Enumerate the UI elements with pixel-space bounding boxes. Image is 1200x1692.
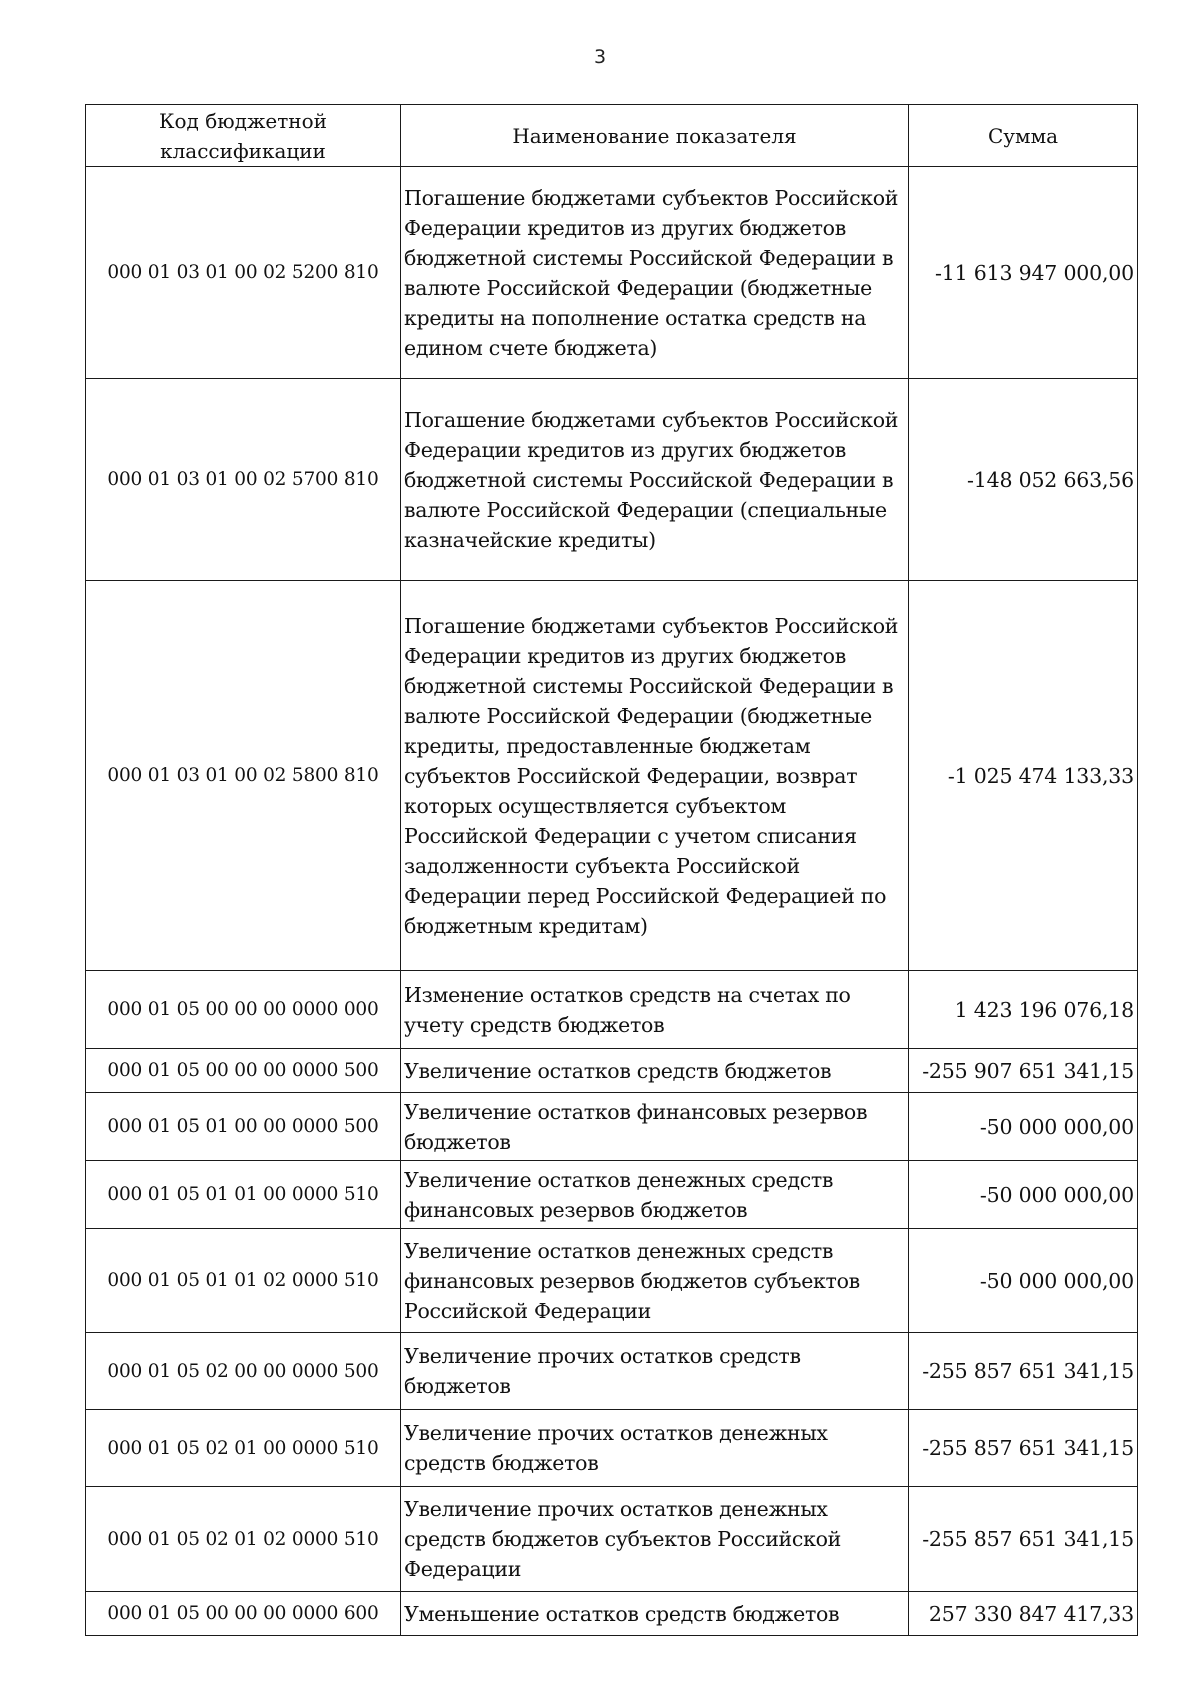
row-name: Погашение бюджетами субъектов Российской Федерации кредитов из других бюджетов бюджетной системы Российской Федерации в валюте Российской Федерации (бюджетные кредиты, предоставленные бюджетам субъектов Российской Федерации, возврат которых осуществляется субъектом Российской Федерации с учетом списания задолженности субъекта Российской Федерации перед Российской Федерацией по бюджетным кредитам) bbox=[401, 581, 909, 971]
row-name: Увеличение прочих остатков средств бюджетов bbox=[401, 1333, 909, 1410]
table-row bbox=[86, 1487, 1138, 1592]
header-code: Код бюджетной классификации bbox=[86, 105, 401, 167]
row-name: Увеличение остатков финансовых резервов бюджетов bbox=[401, 1093, 909, 1161]
row-name: Увеличение прочих остатков денежных средств бюджетов bbox=[401, 1410, 909, 1487]
row-code: 000 01 05 01 01 00 0000 510 bbox=[86, 1161, 401, 1229]
row-sum: -148 052 663,56 bbox=[909, 379, 1138, 581]
row-sum: 1 423 196 076,18 bbox=[909, 971, 1138, 1049]
row-name: Увеличение прочих остатков денежных средств бюджетов субъектов Российской Федерации bbox=[401, 1487, 909, 1592]
row-code: 000 01 05 02 00 00 0000 500 bbox=[86, 1333, 401, 1410]
row-name: Изменение остатков средств на счетах по учету средств бюджетов bbox=[401, 971, 909, 1049]
table-row bbox=[86, 581, 1138, 971]
table-row bbox=[86, 379, 1138, 581]
table-row bbox=[86, 1333, 1138, 1410]
row-code: 000 01 05 00 00 00 0000 500 bbox=[86, 1049, 401, 1093]
header-name: Наименование показателя bbox=[401, 105, 909, 167]
row-code: 000 01 05 00 00 00 0000 000 bbox=[86, 971, 401, 1049]
row-sum: -50 000 000,00 bbox=[909, 1093, 1138, 1161]
row-name: Погашение бюджетами субъектов Российской Федерации кредитов из других бюджетов бюджетной системы Российской Федерации в валюте Российской Федерации (специальные казначейские кредиты) bbox=[401, 379, 909, 581]
row-name: Увеличение остатков средств бюджетов bbox=[401, 1049, 909, 1093]
row-code: 000 01 03 01 00 02 5200 810 bbox=[86, 167, 401, 379]
row-name: Увеличение остатков денежных средств финансовых резервов бюджетов субъектов Российской Федерации bbox=[401, 1229, 909, 1333]
row-code: 000 01 05 02 01 00 0000 510 bbox=[86, 1410, 401, 1487]
table-row bbox=[86, 1229, 1138, 1333]
row-sum: -255 857 651 341,15 bbox=[909, 1410, 1138, 1487]
row-sum: -50 000 000,00 bbox=[909, 1229, 1138, 1333]
table-row bbox=[86, 1093, 1138, 1161]
row-sum: -50 000 000,00 bbox=[909, 1161, 1138, 1229]
row-sum: -255 857 651 341,15 bbox=[909, 1333, 1138, 1410]
budget-classification-table bbox=[85, 104, 1138, 1636]
table-row bbox=[86, 971, 1138, 1049]
row-name: Увеличение остатков денежных средств финансовых резервов бюджетов bbox=[401, 1161, 909, 1229]
row-code: 000 01 05 00 00 00 0000 600 bbox=[86, 1592, 401, 1636]
row-code: 000 01 05 02 01 02 0000 510 bbox=[86, 1487, 401, 1592]
row-sum: 257 330 847 417,33 bbox=[909, 1592, 1138, 1636]
row-name: Погашение бюджетами субъектов Российской Федерации кредитов из других бюджетов бюджетной системы Российской Федерации в валюте Российской Федерации (бюджетные кредиты на пополнение остатка средств на едином счете бюджета) bbox=[401, 167, 909, 379]
row-code: 000 01 05 01 00 00 0000 500 bbox=[86, 1093, 401, 1161]
row-sum: -255 907 651 341,15 bbox=[909, 1049, 1138, 1093]
table-row bbox=[86, 1592, 1138, 1636]
table-row bbox=[86, 1049, 1138, 1093]
row-name: Уменьшение остатков средств бюджетов bbox=[401, 1592, 909, 1636]
row-code: 000 01 05 01 01 02 0000 510 bbox=[86, 1229, 401, 1333]
table-row bbox=[86, 1161, 1138, 1229]
table-row bbox=[86, 1410, 1138, 1487]
header-sum: Сумма bbox=[909, 105, 1138, 167]
table-row bbox=[86, 167, 1138, 379]
row-sum: -11 613 947 000,00 bbox=[909, 167, 1138, 379]
row-code: 000 01 03 01 00 02 5700 810 bbox=[86, 379, 401, 581]
row-sum: -255 857 651 341,15 bbox=[909, 1487, 1138, 1592]
row-sum: -1 025 474 133,33 bbox=[909, 581, 1138, 971]
page-number: 3 bbox=[593, 46, 607, 68]
table-header-row bbox=[86, 105, 1138, 167]
row-code: 000 01 03 01 00 02 5800 810 bbox=[86, 581, 401, 971]
